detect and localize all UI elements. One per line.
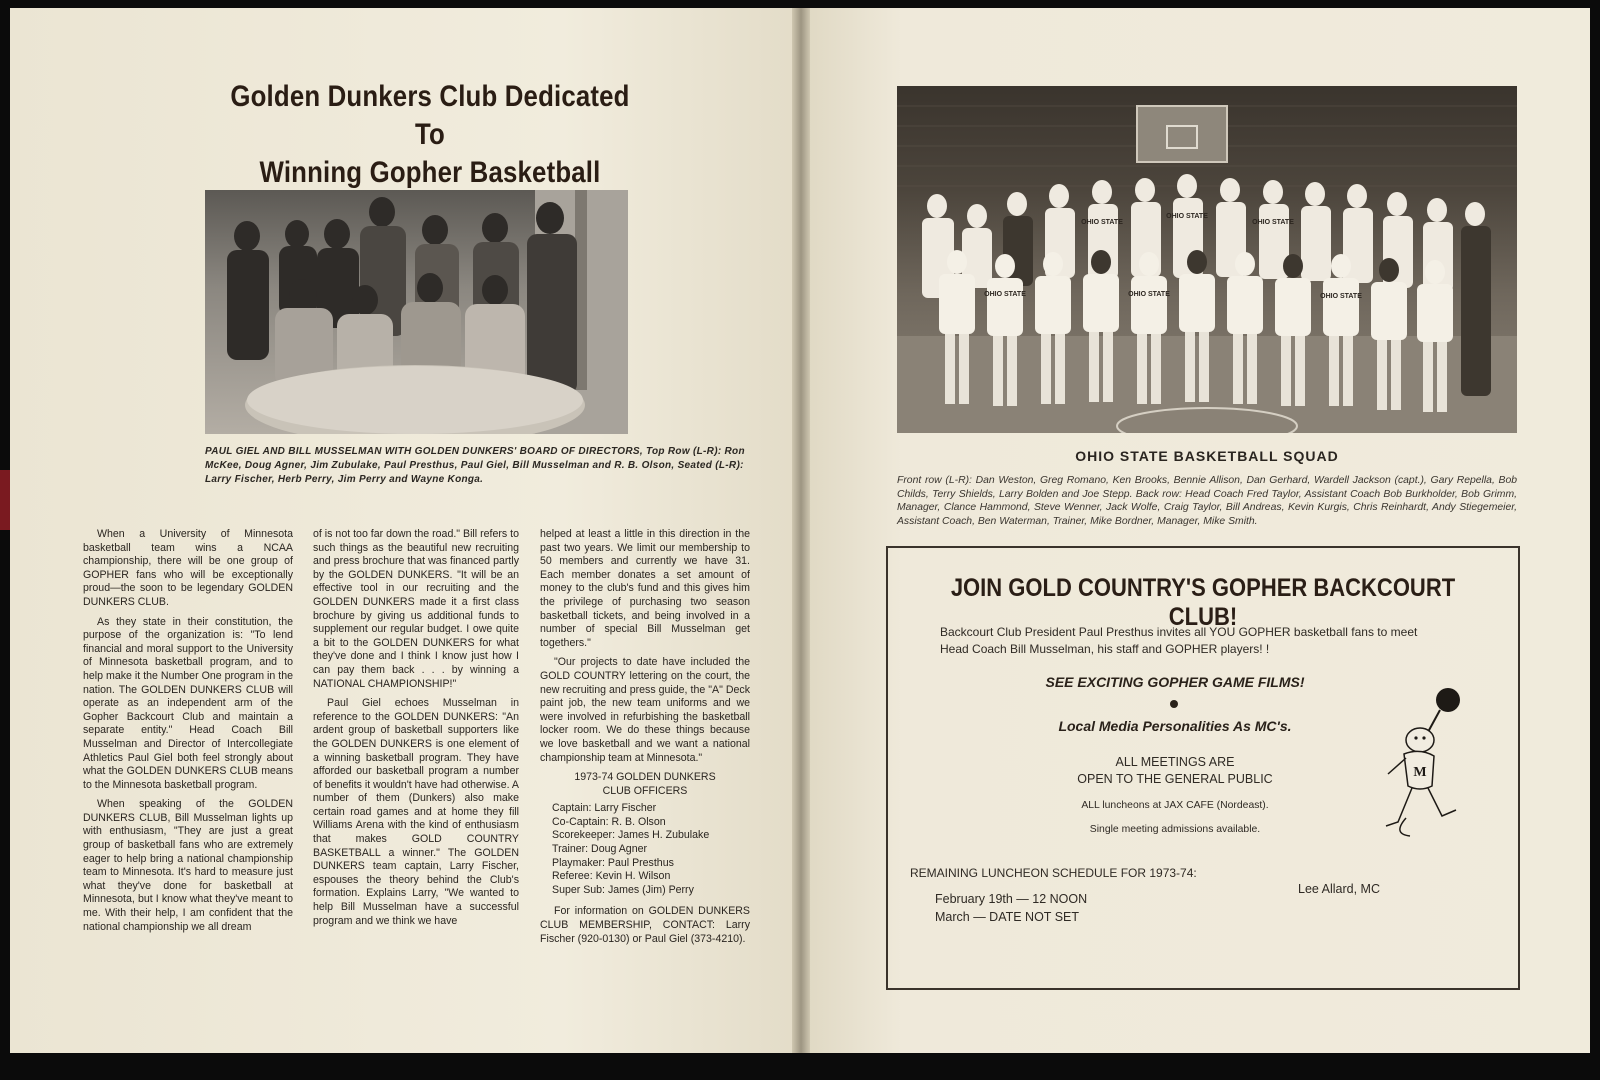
spine (792, 8, 810, 1053)
article-paragraph: of is not too far down the road." Bill refers to such things as the beautiful new recruiting and press brochure that was financed partly by the GOLDEN DUNKERS. "It will be an effective tool in our recruiting and the GOLDEN DUNKERS made it a first class brochure by giving us additional funds to supplement our regular budget. I owe quite a bit to the GOLDEN DUNKERS for what they've done and I think I know just how I can pay them back . . . by winning a NATIONAL CHAMPIONSHIP!" (313, 528, 519, 690)
article-paragraph: "Our projects to date have included the GOLD COUNTRY lettering on the court, the new recruiting and press guide, the "A" Deck paint job, the new team uniforms and we were involved in refurbishing the basketball locker room. We do these things because we love basketball and we want a national championship team at Minnesota." (540, 656, 750, 764)
ad-meetings-line-2: OPEN TO THE GENERAL PUBLIC (1077, 772, 1273, 786)
gopher-mascot-icon (1376, 688, 1486, 838)
jersey-text: OHIO STATE (984, 291, 1026, 298)
ad-schedule-item: March — DATE NOT SET (935, 910, 1080, 924)
officer-row: Playmaker: Paul Presthus (552, 856, 674, 869)
article-column-2 (313, 528, 519, 934)
article-column-3 (540, 528, 750, 952)
ad-title: JOIN GOLD COUNTRY'S GOPHER BACKCOURT CLUB! (950, 574, 1456, 631)
ad-game-films: SEE EXCITING GOPHER GAME FILMS! (1045, 674, 1305, 690)
club-officers (540, 771, 750, 897)
officer-row: Scorekeeper: James H. Zubulake (552, 829, 710, 842)
ad-meetings-line-1: ALL MEETINGS ARE (1115, 755, 1235, 769)
jersey-text: OHIO STATE (1128, 291, 1170, 298)
article-paragraph: As they state in their constitution, the purpose of the organization is: "To lend financial and moral support to the University of Minnesota basketball program, and to help make it the Number One program in the nation. The GOLDEN DUNKERS CLUB will operate as an independent arm of the Gopher Backcourt Club and maintain a separate entity." Head Coach Bill Musselman and Director of Intercollegiate Athletics Paul Giel both feel strongly about what the GOLDEN DUNKERS CLUB means to the Minnesota basketball program. (83, 615, 293, 791)
article-column-1 (83, 528, 293, 940)
ad-schedule-heading: REMAINING LUNCHEON SCHEDULE FOR 1973-74: (910, 866, 1197, 880)
squad-caption: Front row (L-R): Dan Weston, Greg Romano, Ken Brooks, Bennie Allison, Dan Gerhard, Wardell Jackson (capt.), Gary Repella, Bob Childs, Terry Shields, Larry Bolden and Joe Stepp. Back row: Head Coach Fred Taylor, Assistant Coach Bob Burkholder, Bob Grimm, Manager, Clance Hammond, Steve Wenner, Jack Wolfe, Craig Taylor, Bill Andreas, Kevin Kurgis, Chris Reinhardt, Andy Stiegemeier, Assistant Coach, Ben Waterman, Trainer, Mike Bordner, Manager, Mike Smith. (897, 475, 1517, 527)
officer-row: Super Sub: James (Jim) Perry (552, 883, 694, 896)
squad-title: OHIO STATE BASKETBALL SQUAD (1075, 448, 1339, 464)
mascot-letter: M (1413, 765, 1427, 780)
headline-line-2: Winning Gopher Basketball (259, 156, 601, 189)
officer-row: Captain: Larry Fischer (552, 802, 657, 815)
ad-media-personalities: Local Media Personalities As MC's. (1058, 718, 1292, 734)
bullet-dot-icon (1170, 700, 1178, 708)
officer-row: Referee: Kevin H. Wilson (552, 870, 671, 883)
team-squad-photo (897, 86, 1517, 433)
ad-admissions: Single meeting admissions available. (1089, 824, 1261, 835)
ad-invite-text: Backcourt Club President Paul Presthus invites all YOU GOPHER basketball fans to meet Head Coach Bill Musselman, his staff and GOPHER players! ! (940, 625, 1418, 656)
officer-row: Co-Captain: R. B. Olson (552, 815, 666, 828)
board-of-directors-photo (205, 190, 628, 434)
ad-meetings-public (940, 754, 1410, 788)
headline-line-1: Golden Dunkers Club Dedicated To (230, 80, 630, 151)
ad-luncheon-location: ALL luncheons at JAX CAFE (Nordeast). (1081, 800, 1269, 811)
jersey-text: OHIO STATE (1166, 213, 1208, 220)
jersey-text: OHIO STATE (1252, 219, 1294, 226)
jersey-text: OHIO STATE (1081, 219, 1123, 226)
page-edge-tab (0, 470, 10, 530)
board-photo-caption: PAUL GIEL AND BILL MUSSELMAN WITH GOLDEN DUNKERS' BOARD OF DIRECTORS, Top Row (L-R): Ron McKee, Doug Agner, Jim Zubulake, Paul Presthus, Paul Giel, Bill Musselman and R. B. Olson, Seated (L-R): Larry Fischer, Herb Perry, Jim Perry and Wayne Konga. (205, 446, 745, 485)
board-photo-illustration (205, 190, 628, 434)
jersey-text: OHIO STATE (1320, 293, 1362, 300)
squad-photo-illustration (897, 86, 1517, 433)
article-paragraph: When speaking of the GOLDEN DUNKERS CLUB, Bill Musselman lights up with enthusiasm, "They are just a great group of basketball fans who are extremely eager to help bring a national championship team to Minnesota. It's hard to measure just what they've done for basketball at Minnesota, but I know what they've meant to me. With their help, I am confident that the national championship we all dream (83, 798, 293, 933)
backcourt-club-ad (886, 546, 1520, 990)
ad-schedule-item: February 19th — 12 NOON (935, 892, 1088, 906)
ad-mc-name: Lee Allard, MC (1298, 882, 1380, 896)
officers-title-2: CLUB OFFICERS (602, 784, 688, 797)
membership-contact: For information on GOLDEN DUNKERS CLUB MEMBERSHIP, CONTACT: Larry Fischer (920-0130) or Paul Giel (373-4210). (540, 905, 750, 945)
article-paragraph: Paul Giel echoes Musselman in reference to the GOLDEN DUNKERS: "An ardent group of basketball supporters like the GOLDEN DUNKERS is one element of a winning basketball program. They have afforded our basketball program a number of benefits it wouldn't have had otherwise. A number of them (Dunkers) also make certain road games and at home they fill Williams Arena with the kind of enthusiasm that makes GOLD COUNTRY BASKETBALL a winner." The GOLDEN DUNKERS team captain, Larry Fischer, espouses the theory behind the Club's formation. Explains Larry, "We wanted to help Bill Musselman have a successful program and we think we have (313, 697, 519, 927)
officers-title-1: 1973-74 GOLDEN DUNKERS (574, 771, 716, 784)
article-paragraph: When a University of Minnesota basketball team wins a NCAA championship, there will be one group of GOPHER fans who will be exceptionally proud—the soon to be legendary GOLDEN DUNKERS CLUB. (83, 528, 293, 608)
officer-row: Trainer: Doug Agner (552, 843, 648, 856)
article-paragraph: helped at least a little in this direction in the past two years. We limit our membership to 50 members and currently we have 31. Each member donates a set amount of money to the club's fund and this gives him the privilege of purchasing two season basketball tickets, and being involved in a number of special Bill Musselman get togethers." (540, 528, 750, 649)
